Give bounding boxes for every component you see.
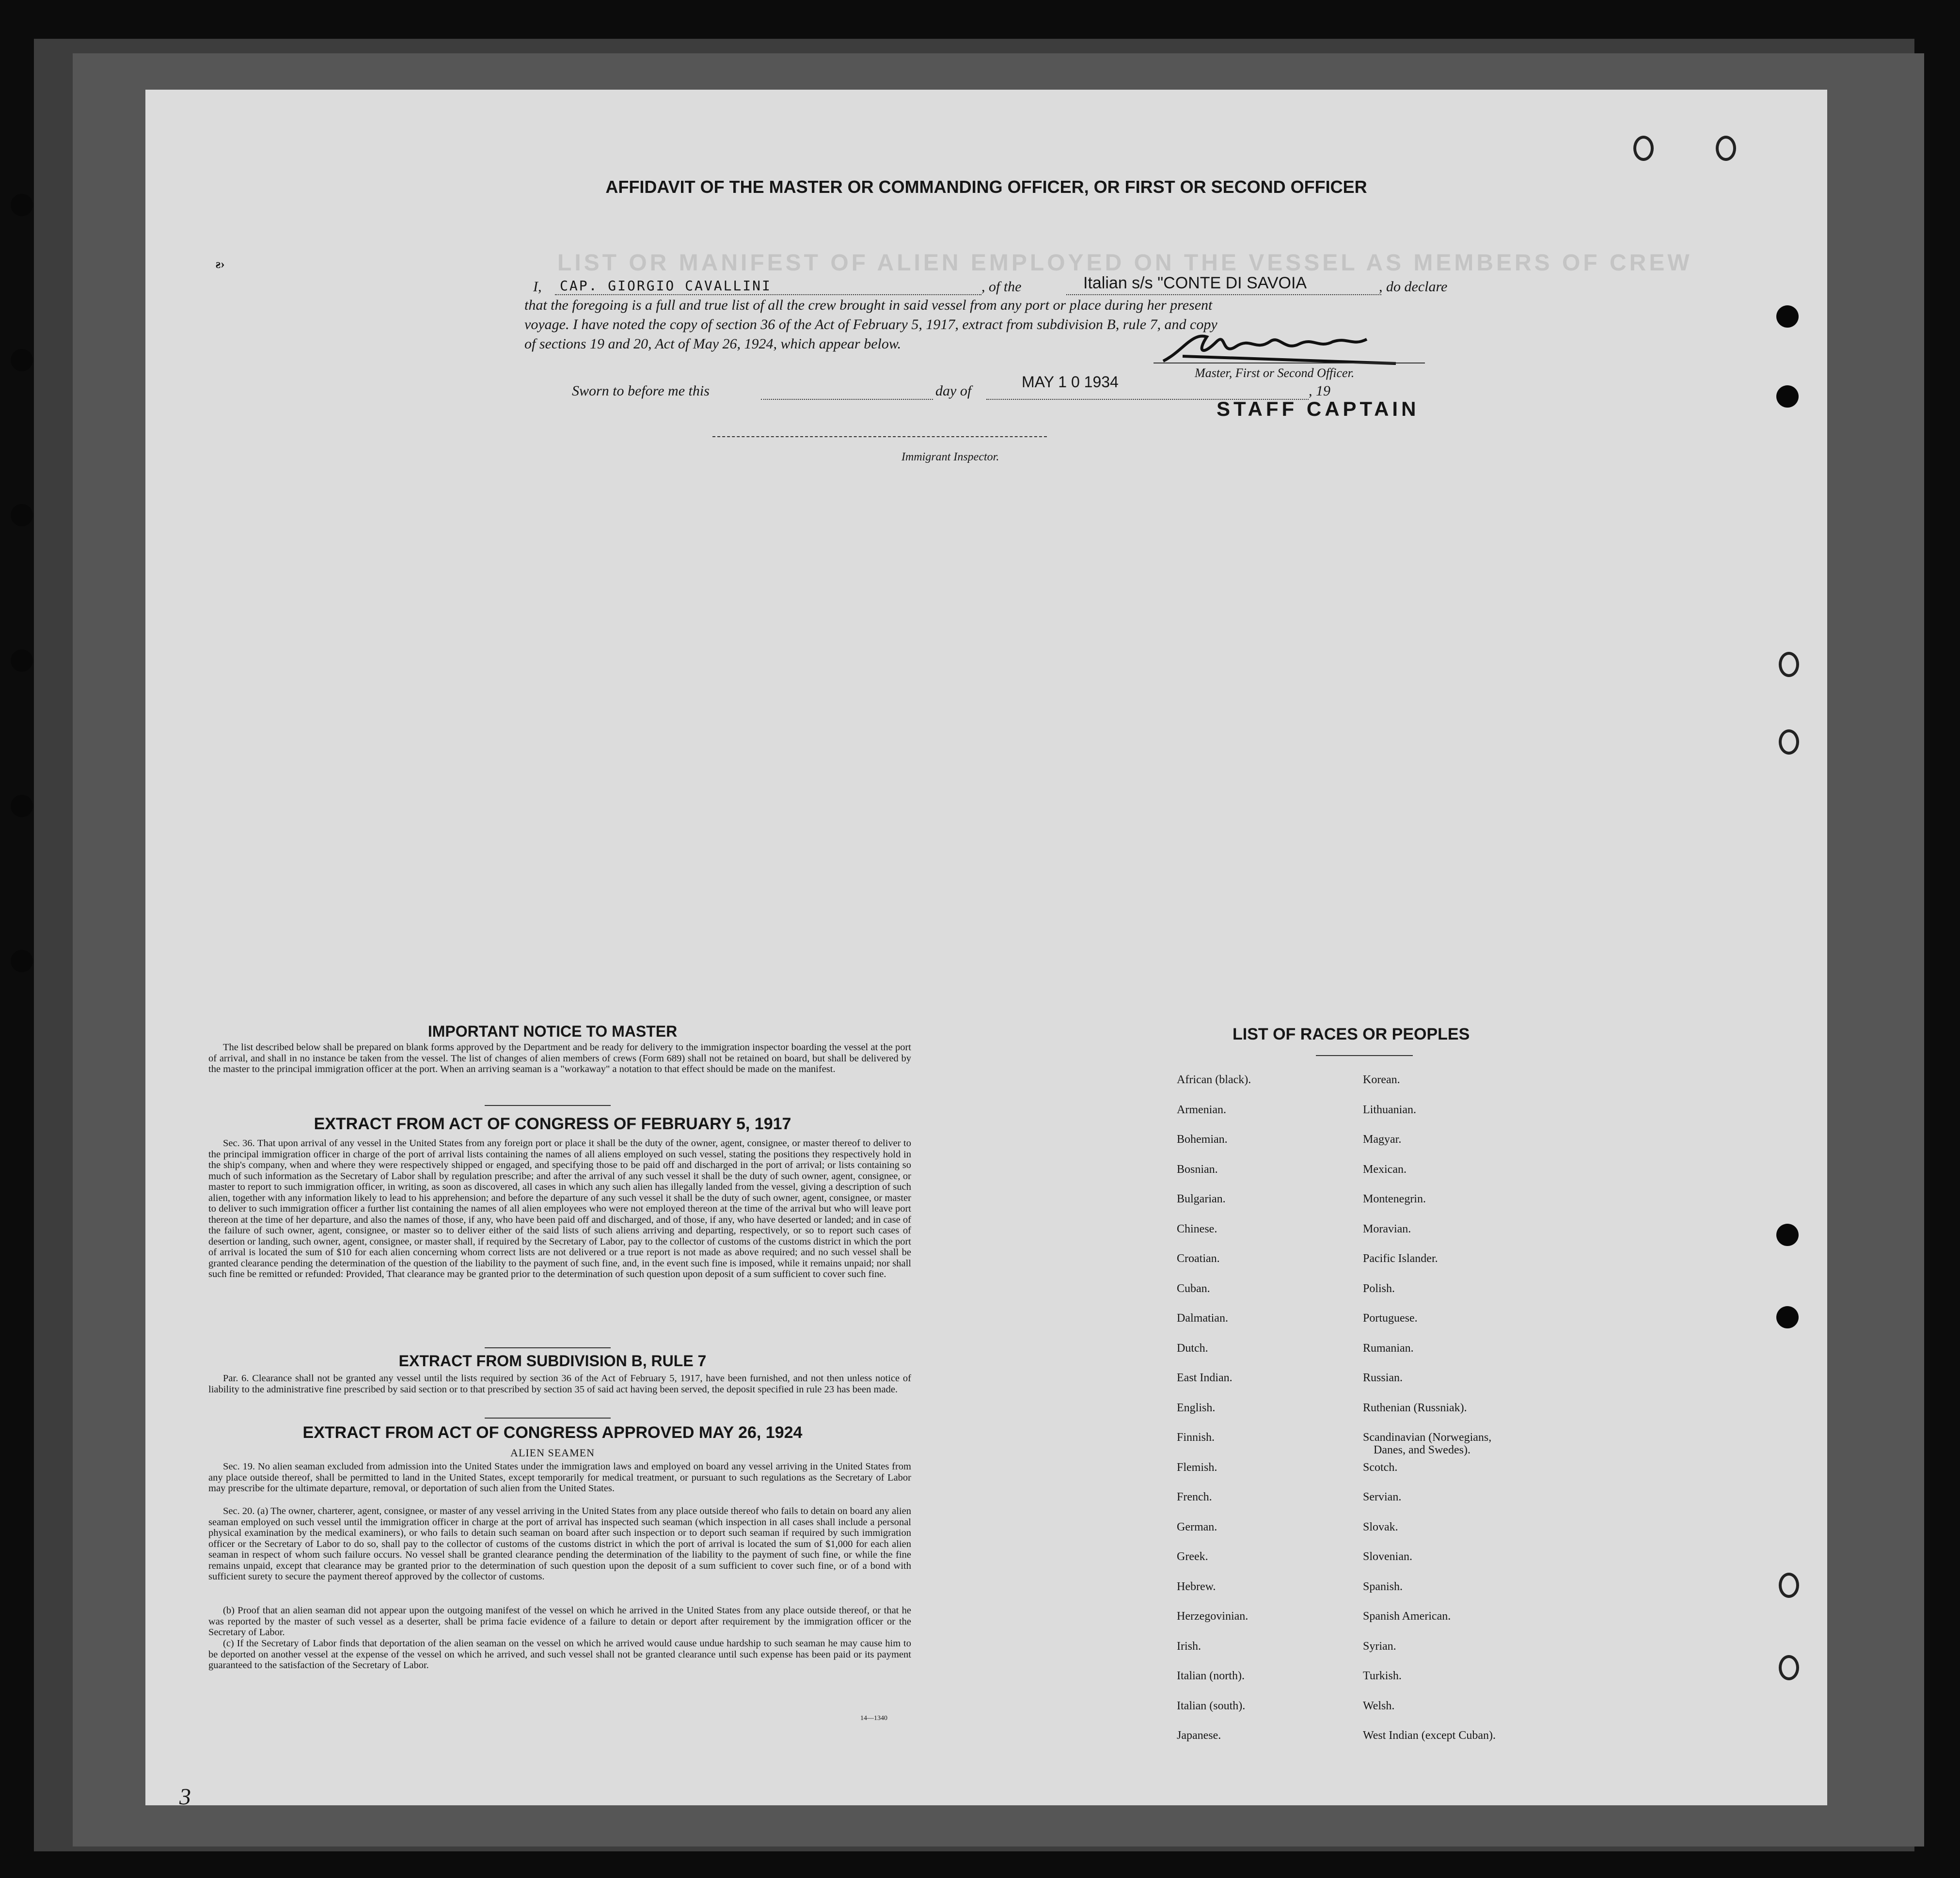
document-page xyxy=(145,90,1827,1810)
races-heading: LIST OF RACES OR PEOPLES xyxy=(1233,1025,1470,1043)
margin-stray-mark: ƨ› xyxy=(216,257,225,271)
race-item: Pacific Islander. xyxy=(1363,1252,1438,1265)
race-item: French. xyxy=(1177,1491,1212,1503)
binder-ring xyxy=(1633,136,1654,161)
race-item: Scotch. xyxy=(1363,1461,1398,1474)
vessel-line xyxy=(1066,294,1381,295)
race-item: Portuguese. xyxy=(1363,1312,1418,1325)
race-item: Welsh. xyxy=(1363,1699,1395,1712)
inspector-signature-line xyxy=(712,436,1047,437)
sec-19-text: Sec. 19. No alien seaman excluded from admission into the United States under the immigration laws and employed on board any vessel arriving in the United States from any place outside thereof, shall be permitted to land in the United States, except temporarily for medical treatment, or pursuant to such regulations as the Secretary of Labor may prescribe for the ultimate departure, removal, or deportation of such alien from the United States. xyxy=(208,1461,911,1494)
race-item: Armenian. xyxy=(1177,1103,1226,1116)
margin-mark: 3 xyxy=(179,1784,191,1810)
race-item: Moravian. xyxy=(1363,1222,1411,1235)
race-item: Slovak. xyxy=(1363,1520,1398,1533)
race-item: Flemish. xyxy=(1177,1461,1217,1474)
race-item: Polish. xyxy=(1363,1282,1395,1295)
punch-hole xyxy=(11,795,33,817)
race-item: Chinese. xyxy=(1177,1222,1217,1235)
race-item: Irish. xyxy=(1177,1640,1201,1653)
punch-hole xyxy=(1776,1224,1799,1246)
notice-heading: IMPORTANT NOTICE TO MASTER xyxy=(427,1023,678,1040)
sec-20c-text: (c) If the Secretary of Labor finds that deportation of the alien seaman on the vessel on which he arrived would cause undue hardship to such seaman he may cause him to be deported on another vessel at the expense of the vessel on which he arrived, and such vessel shall not be granted clearance until such expense has been paid or its payment guaranteed to the satisfaction of the Secretary of Labor. xyxy=(208,1638,911,1671)
race-item: Dutch. xyxy=(1177,1341,1208,1355)
master-name: CAP. GIORGIO CAVALLINI xyxy=(560,278,772,294)
name-line xyxy=(555,294,981,295)
master-caption: Master, First or Second Officer. xyxy=(1195,366,1355,380)
day-of-label: day of xyxy=(935,383,972,399)
sworn-label: Sworn to before me this xyxy=(572,383,710,399)
race-item: Turkish. xyxy=(1363,1670,1402,1682)
race-item: Danes, and Swedes). xyxy=(1374,1444,1470,1456)
race-item: Lithuanian. xyxy=(1363,1103,1416,1116)
affidavit-line-3: voyage. I have noted the copy of section 36 of the Act of February 5, 1917, extract from subdivision B, rule 7, and copy xyxy=(524,316,1217,332)
affidavit-i: I, xyxy=(533,279,542,295)
of-the: , of the xyxy=(981,279,1022,295)
race-item: Rumanian. xyxy=(1363,1341,1414,1355)
affidavit-heading: AFFIDAVIT OF THE MASTER OR COMMANDING OFFICER, OR FIRST OR SECOND OFFICER xyxy=(605,177,1367,197)
rule-7-divider xyxy=(485,1418,611,1419)
extract-1924-heading: EXTRACT FROM ACT OF CONGRESS APPROVED MAY 26, 1924 xyxy=(302,1423,803,1442)
race-item: Servian. xyxy=(1363,1491,1402,1503)
punch-hole xyxy=(1776,1306,1799,1328)
date-stamp: MAY 1 0 1934 xyxy=(1022,373,1119,391)
affidavit-line-2: that the foregoing is a full and true list of all the crew brought in said vessel from any port or place during her present xyxy=(524,297,1213,313)
race-item: Korean. xyxy=(1363,1073,1400,1086)
punch-hole xyxy=(1776,385,1799,408)
bleed-through-text: LIST OR MANIFEST OF ALIEN EMPLOYED ON THE VESSEL AS MEMBERS OF CREW xyxy=(557,250,1692,276)
race-item: Bulgarian. xyxy=(1177,1193,1226,1205)
punch-hole xyxy=(11,349,33,371)
extract-1917-heading: EXTRACT FROM ACT OF CONGRESS OF FEBRUARY 5, 1917 xyxy=(314,1115,791,1133)
do-declare: , do declare xyxy=(1379,279,1448,295)
race-item: Dalmatian. xyxy=(1177,1312,1228,1325)
inspector-caption: Immigrant Inspector. xyxy=(901,451,999,463)
sworn-day-line xyxy=(761,399,933,400)
race-item: Croatian. xyxy=(1177,1252,1220,1265)
race-item: Spanish. xyxy=(1363,1580,1403,1593)
race-item: Greek. xyxy=(1177,1550,1208,1563)
sec-20b-text: (b) Proof that an alien seaman did not appear upon the outgoing manifest of the vessel on which he arrived in the United States from any place outside thereof, or that he was reported by the master of such vessel as a deserter, shall be prima facie evidence of a failure to detain or deport after requirement by the immigration officer or the Secretary of Labor. xyxy=(208,1605,911,1638)
binder-ring xyxy=(1779,652,1799,677)
notice-text: The list described below shall be prepared on blank forms approved by the Department and be ready for delivery to the immigration inspector boarding the vessel at the port of arrival, and shall in no instance be taken from the vessel. The list of changes of alien members of crews (Form 689) shall not be retained on board, but shall be delivered by the master to the principal immigration officer at the port. When an arriving seaman is a "workaway" a notation to that effect should be made on the manifest. xyxy=(208,1042,911,1074)
race-item: Russian. xyxy=(1363,1372,1403,1384)
race-item: Slovenian. xyxy=(1363,1550,1412,1563)
race-item: Italian (north). xyxy=(1177,1670,1245,1682)
punch-hole xyxy=(11,649,33,672)
race-item: German. xyxy=(1177,1520,1217,1533)
race-item: Magyar. xyxy=(1363,1133,1402,1146)
alien-seamen-subheading: ALIEN SEAMEN xyxy=(510,1447,595,1459)
punch-hole xyxy=(11,950,33,972)
race-item: Syrian. xyxy=(1363,1640,1396,1653)
races-divider xyxy=(1316,1055,1413,1056)
vessel-name: Italian s/s "CONTE DI SAVOIA xyxy=(1083,274,1307,292)
year-prefix: , 19 xyxy=(1309,383,1330,399)
race-item: Bohemian. xyxy=(1177,1133,1228,1146)
sec-20a-text: Sec. 20. (a) The owner, charterer, agent, consignee, or master of any vessel arriving in the United States from any place outside thereof who fails to detain on board any alien seaman employed on such vessel until the immigration officer in charge at the port of arrival has inspected such seaman (which inspection in all cases shall include a personal physical examination by the medical examiners), or who fails to detain such seaman on board after such inspection or to deport such seaman if required by such immigration officer or the Secretary of Labor to do so, shall pay to the collector of customs of the customs district in which the port of arrival is located the sum of $1,000 for each alien seaman in respect of whom such failure occurs. No vessel shall be granted clearance pending the determination of the liability to the payment of such fine, or while the fine remains unpaid, except that clearance may be granted prior to the determination of such question upon the deposit of a sum sufficient to cover such fine, or of a bond with sufficient surety to secure the payment thereof approved by the collector of customs. xyxy=(208,1506,911,1582)
affidavit-line-4: of sections 19 and 20, Act of May 26, 1924, which appear below. xyxy=(524,336,901,352)
race-item: Italian (south). xyxy=(1177,1699,1246,1712)
binder-ring xyxy=(1779,1573,1799,1598)
staff-captain-stamp: STAFF CAPTAIN xyxy=(1217,397,1420,420)
race-item: Montenegrin. xyxy=(1363,1193,1426,1205)
rule-7-text: Par. 6. Clearance shall not be granted any vessel until the lists required by section 36 of the Act of February 5, 1917, have been furnished, and not then unless notice of liability to the administrative fine prescribed by said section or to that prescribed by section 35 of said act having been served, the deposit specified in rule 23 has been made. xyxy=(208,1373,911,1395)
punch-hole xyxy=(11,194,33,216)
binder-ring xyxy=(1779,729,1799,755)
form-number: 14—1340 xyxy=(860,1715,887,1722)
race-item: Scandinavian (Norwegians, xyxy=(1363,1431,1492,1444)
race-item: African (black). xyxy=(1177,1073,1251,1086)
race-item: Japanese. xyxy=(1177,1729,1221,1742)
race-item: Ruthenian (Russniak). xyxy=(1363,1401,1467,1414)
notice-divider xyxy=(485,1105,611,1106)
extract-1917-divider xyxy=(485,1347,611,1348)
race-item: Mexican. xyxy=(1363,1163,1407,1176)
race-item: Spanish American. xyxy=(1363,1610,1451,1623)
punch-hole xyxy=(1776,305,1799,328)
race-item: Bosnian. xyxy=(1177,1163,1218,1176)
race-item: Finnish. xyxy=(1177,1431,1215,1444)
binder-ring xyxy=(1716,136,1736,161)
binder-ring xyxy=(1779,1655,1799,1680)
race-item: Herzegovinian. xyxy=(1177,1610,1249,1623)
extract-1917-text: Sec. 36. That upon arrival of any vessel in the United States from any foreign port or place it shall be the duty of the owner, agent, consignee, or master thereof to deliver to the principal immigration officer in charge of the port of arrival lists containing the names of all aliens employed on such vessel, stating the positions they respectively hold in the ship's company, when and where they were respectively shipped or engaged, and specifying those to be paid off and discharged in the port of arrival; or lists containing so much of such information as the Secretary of Labor shall by regulation prescribe; and after the arrival of any such vessel it shall be the duty of such owner, agent, consignee, or master to report to such immigration officer, in writing, as soon as discovered, all cases in which any such alien has illegally landed from the vessel, giving a description of such alien, together with any information likely to lead to his apprehension; and before the departure of any such vessel it shall be the duty of such owner, agent, consignee, or master to deliver to such immigration officer a further list containing the names of all alien employees who were not employed thereon at the time of the arrival but who will leave port thereon at the time of her departure, and also the names of those, if any, who have been paid off and discharged, and of those, if any, who have deserted or landed; and in case of the failure of such owner, agent, consignee, or master so to deliver either of the said lists of such aliens arriving and departing, respectively, or so to report such cases of desertion or landing, such owner, agent, consignee, or master shall, if required by the Secretary of Labor, pay to the collector of customs of the customs district in which the port of arrival is located the sum of $10 for each alien concerning whom correct lists are not delivered or a true report is not made as above required; and no such vessel shall be granted clearance pending the determination of the question of the liability to the payment of such fine, and, in the event such fine is imposed, while it remains unpaid; nor shall such fine be remitted or refunded: Provided, That clearance may be granted prior to the determination of such question upon deposit of a sum sufficient to cover such fine. xyxy=(208,1138,911,1279)
rule-7-heading: EXTRACT FROM SUBDIVISION B, RULE 7 xyxy=(398,1352,707,1370)
race-item: Hebrew. xyxy=(1177,1580,1216,1593)
race-item: Cuban. xyxy=(1177,1282,1210,1295)
punch-hole xyxy=(11,504,33,526)
race-item: East Indian. xyxy=(1177,1372,1233,1384)
race-item: English. xyxy=(1177,1401,1216,1414)
race-item: West Indian (except Cuban). xyxy=(1363,1729,1496,1742)
